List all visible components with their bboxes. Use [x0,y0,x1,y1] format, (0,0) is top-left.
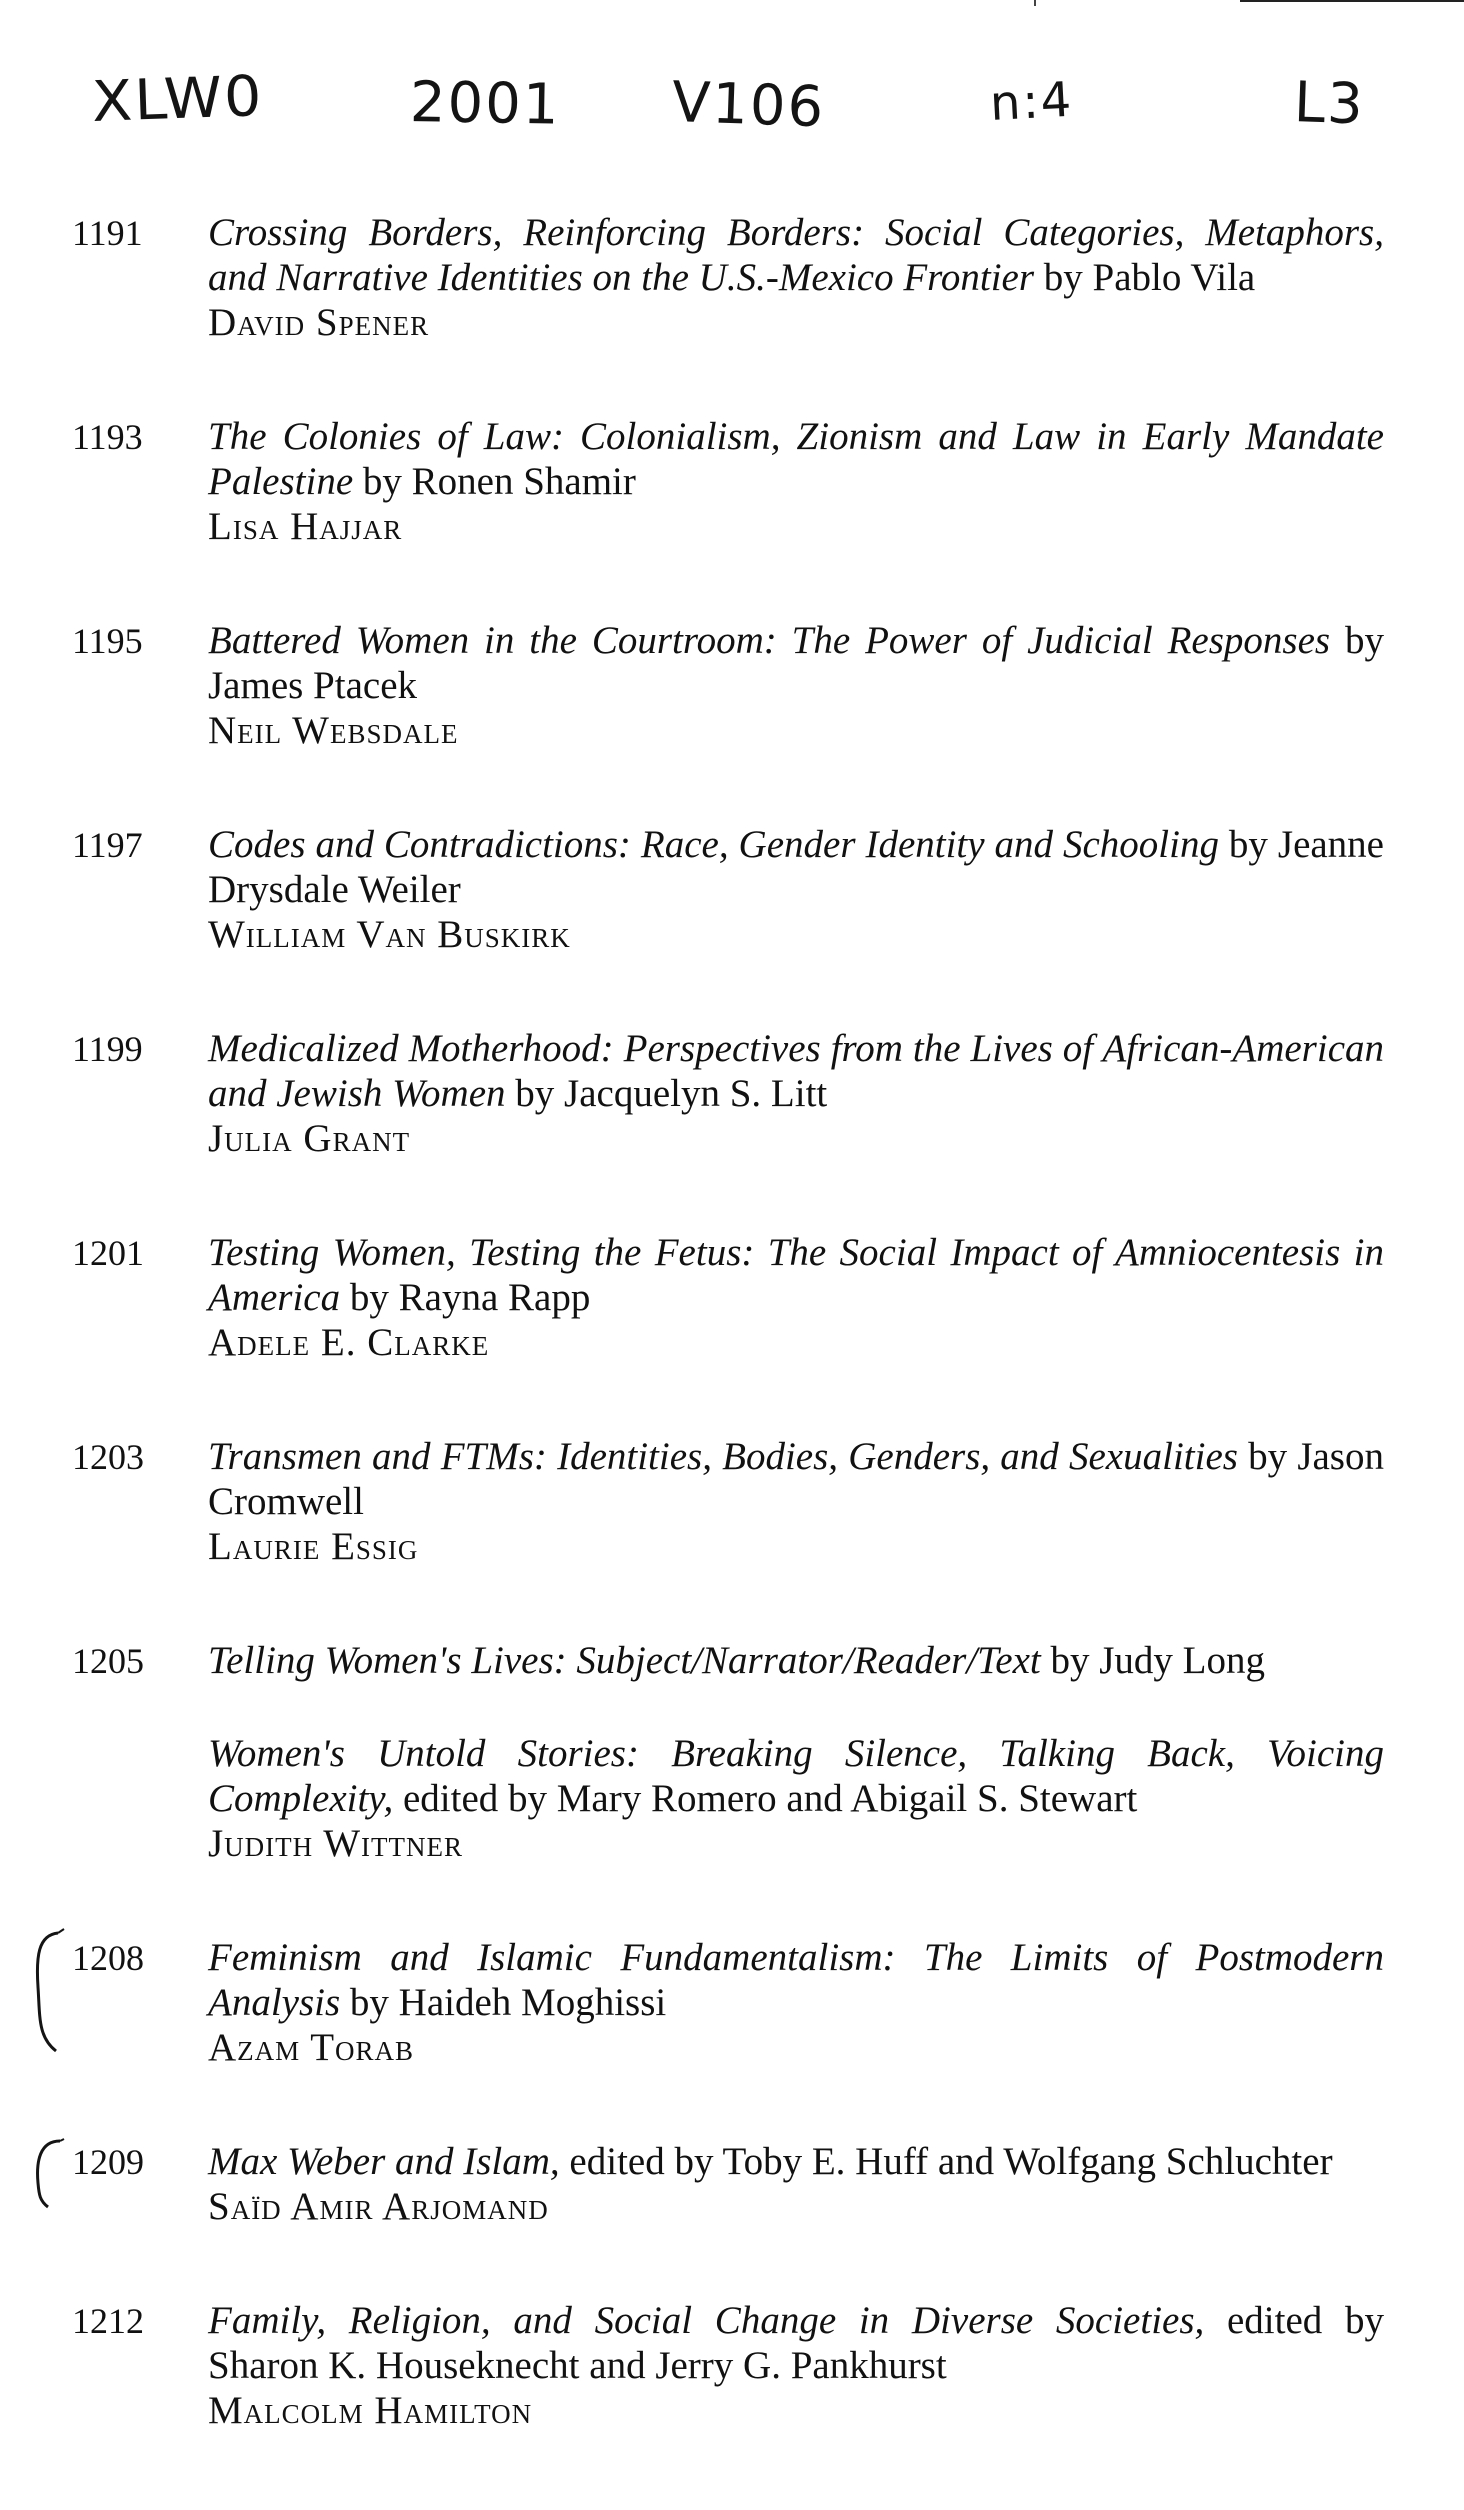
book-title: The Colonies of Law: Colonialism, Zionism and Law in Early Mandate Palestine [208,415,1384,503]
book-credit: by Judy Long [1040,1639,1265,1682]
review-entry [0,414,1464,549]
page-number: 1203 [72,1437,144,1477]
book-title: Battered Women in the Courtroom: The Power of Judicial Responses [208,619,1331,662]
review-entry [0,1434,1464,1569]
review-entry [0,618,1464,753]
entry-body [208,2139,1384,2229]
book-credit: by Pablo Vila [1034,256,1256,299]
book-review-list [0,210,1464,2502]
page-number: 1208 [72,1938,144,1978]
review-entry [0,2298,1464,2433]
handwritten-bracket [28,1927,68,2057]
book-title: Crossing Borders, Reinforcing Borders: Social Categories, Metaphors, and Narrative Identities on the U.S.-Mexico Frontier [208,211,1384,299]
review-entry [0,210,1464,345]
handwritten-annotation [0,64,1464,160]
top-tick-mark [1034,0,1036,6]
page-number: 1193 [72,417,143,457]
reviewer-name: Judith Wittner [208,1822,463,1865]
reviewer-name: Laurie Essig [208,1525,419,1568]
entry-body [208,618,1384,753]
entry-body [208,1230,1384,1365]
book-credit: by Jacquelyn S. Litt [505,1072,828,1115]
review-entry [0,1026,1464,1161]
review-entry [0,1935,1464,2070]
book-title: Transmen and FTMs: Identities, Bodies, Genders, and Sexualities [208,1435,1238,1478]
handwritten-note: XLW0 [90,64,265,135]
reviewer-name: Neil Websdale [208,709,459,752]
top-rule [1240,0,1464,2]
book-credit: by James Ptacek [208,619,1385,707]
entry-body [208,1935,1384,2070]
bracket-mark [26,2135,66,2265]
entry-body [208,822,1384,957]
reviewer-name: Saïd Amir Arjomand [208,2185,549,2228]
book-title: Women's Untold Stories: Breaking Silence, Talking Back, Voicing Complexity, [208,1732,1384,1820]
book-credit: edited by Toby E. Huff and Wolfgang Schluchter [559,2140,1333,2183]
bracket-mark [28,1927,68,2057]
handwritten-bracket [26,2135,66,2265]
entry-body [208,1638,1384,1866]
reviewer-name: Azam Torab [208,2026,415,2069]
page-number: 1205 [72,1641,144,1681]
reviewer-name: William Van Buskirk [208,913,571,956]
book-credit: edited by Sharon K. Houseknecht and Jerry G. Pankhurst [208,2299,1384,2387]
page-number: 1212 [72,2301,144,2341]
handwritten-note: V106 [670,70,827,141]
entry-body [208,1026,1384,1161]
reviewer-name: Malcolm Hamilton [208,2389,533,2432]
entry-body [208,1434,1384,1569]
book-credit: edited by Mary Romero and Abigail S. Stewart [393,1777,1138,1820]
review-entry [0,822,1464,957]
review-entry [0,1638,1464,1866]
book-credit: by Jeanne Drysdale Weiler [208,823,1384,911]
review-entry [0,1230,1464,1365]
book-credit: by Rayna Rapp [340,1276,591,1319]
review-entry [0,2139,1464,2229]
book-credit: by Jason Cromwell [208,1435,1384,1523]
book-title: Testing Women, Testing the Fetus: The Social Impact of Amniocentesis in America [208,1231,1384,1319]
page-number: 1195 [72,621,143,661]
entry-body [208,414,1384,549]
entry-body [208,210,1384,345]
book-title: Medicalized Motherhood: Perspectives from the Lives of African-American and Jewish Women [208,1027,1384,1115]
book-title: Family, Religion, and Social Change in Diverse Societies, [208,2299,1205,2342]
handwritten-note: 2001 [409,70,562,138]
reviewer-name: Lisa Hajjar [208,505,403,548]
handwritten-note: L3 [1292,70,1366,138]
entry-body [208,2298,1384,2433]
page-number: 1209 [72,2142,144,2182]
book-title: Max Weber and Islam, [208,2140,560,2183]
book-title: Codes and Contradictions: Race, Gender Identity and Schooling [208,823,1219,866]
book-title: Telling Women's Lives: Subject/Narrator/Reader/Text [208,1639,1041,1682]
reviewer-name: David Spener [208,301,430,344]
book-title: Feminism and Islamic Fundamentalism: The Limits of Postmodern Analysis [208,1936,1384,2024]
page-number: 1199 [72,1029,143,1069]
page-number: 1201 [72,1233,144,1273]
book-credit: by Ronen Shamir [353,460,636,503]
reviewer-name: Adele E. Clarke [208,1321,490,1364]
book-credit: by Haideh Moghissi [340,1981,667,2024]
page-number: 1191 [72,213,143,253]
handwritten-note: n:4 [988,71,1075,132]
reviewer-name: Julia Grant [208,1117,411,1160]
page-number: 1197 [72,825,143,865]
